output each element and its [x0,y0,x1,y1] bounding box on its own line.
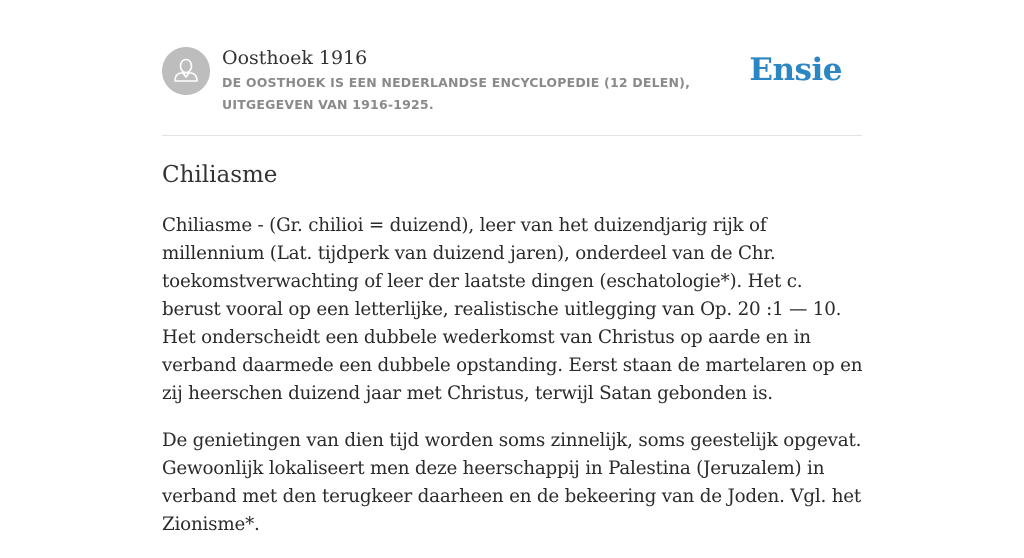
source-title[interactable]: Oosthoek 1916 [222,47,368,69]
source-header [162,46,862,116]
user-icon [162,47,210,95]
article-paragraph: De genietingen van dien tijd worden soms zinnelijk, soms geestelijk opgevat. Gewoonlijk lokaliseert men deze heerschappij in Palestina (Jeruzalem) in verband met den terugkeer daarheen en de bekeering van de Joden. Vgl. het Zionisme*. [162,430,862,535]
source-avatar[interactable] [162,47,210,95]
article-paragraph: Chiliasme - (Gr. chilioi = duizend), leer van het duizendjarig rijk of millennium (Lat. tijdperk van duizend jaren), onderdeel van de Chr. toekomstverwachting of leer der laatste dingen (eschatologie*). Het c. berust vooral op een letterlijke, realistische uitlegging van Op. 20 :1 — 10. Het onderscheidt een dubbele wederkomst van Christus op aarde en in verband daarmede een dubbele opstanding. Eerst staan de martelaren op en zij heerschen duizend jaar met Christus, terwijl Satan gebonden is. [162,215,863,404]
header-divider [162,135,862,136]
source-description: DE OOSTHOEK IS EEN NEDERLANDSE ENCYCLOPEDIE (12 DELEN), UITGEGEVEN VAN 1916-1925. [222,75,691,112]
ensie-logo[interactable]: Ensie [749,52,842,88]
article-title: Chiliasme [162,162,278,188]
article-body [162,212,866,558]
